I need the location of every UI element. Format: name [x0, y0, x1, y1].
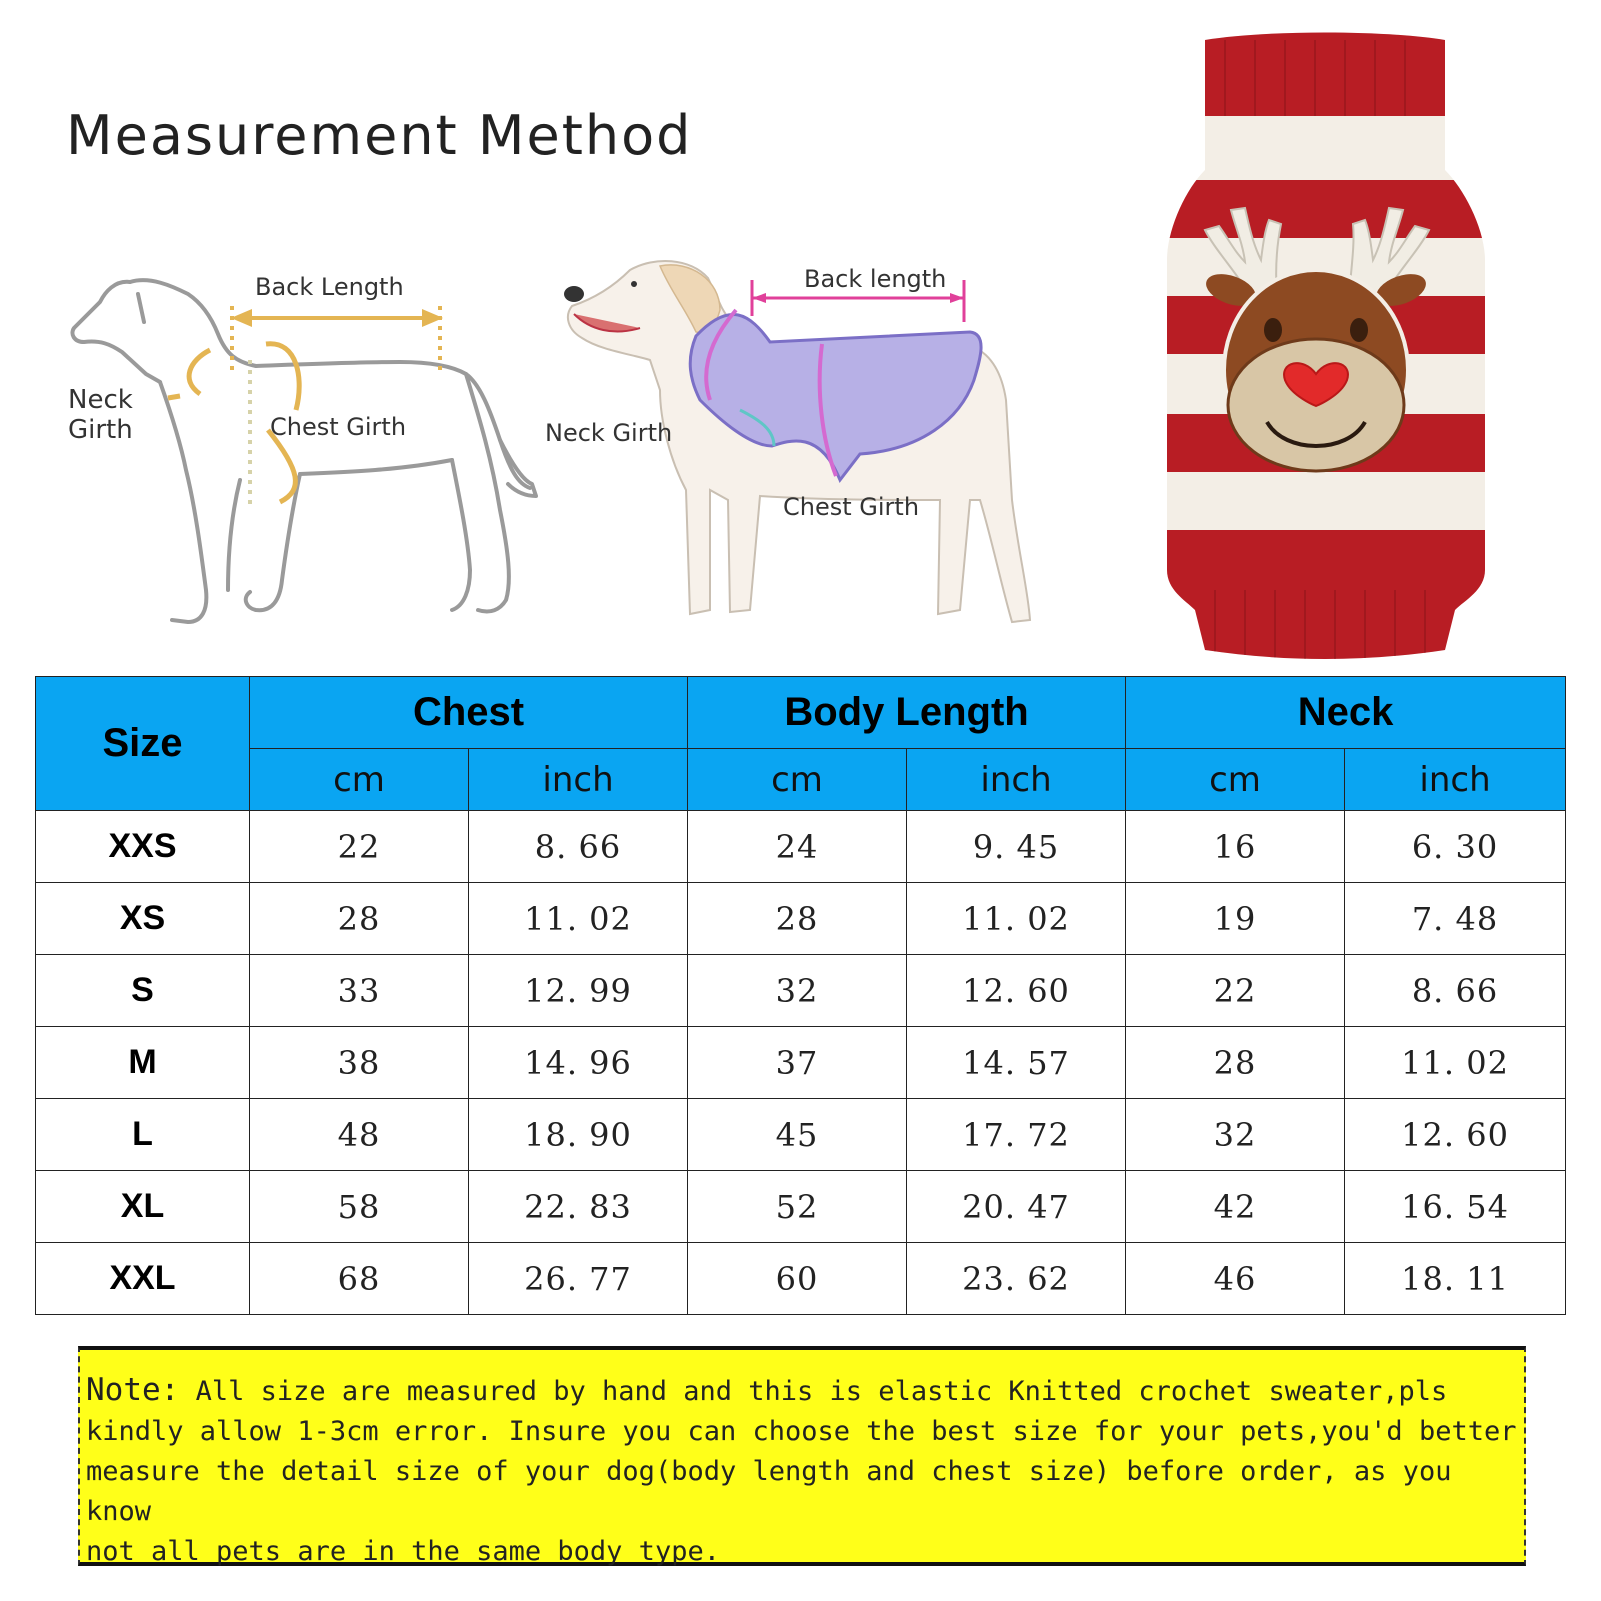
size-chart-table — [35, 676, 1566, 1315]
neck-inch-header: inch — [1345, 749, 1566, 811]
body-length-cm-header: cm — [688, 749, 907, 811]
note-line-1-text: All size are measured by hand and this is elastic Knitted crochet sweater,pls — [179, 1376, 1448, 1407]
product-sweater-image — [1145, 30, 1505, 660]
measurement-cell: 48 — [250, 1099, 469, 1171]
dog-with-sweater-icon — [560, 250, 1060, 650]
note-label: Note: — [86, 1372, 180, 1408]
table-row — [36, 811, 1566, 883]
measurement-cell: 32 — [1126, 1099, 1345, 1171]
table-unit-row — [36, 749, 1566, 811]
dog-with-sweater-diagram — [560, 250, 1060, 650]
measurement-cell: 12. 60 — [907, 955, 1126, 1027]
measurement-cell: 16. 54 — [1345, 1171, 1566, 1243]
table-row — [36, 1171, 1566, 1243]
measurement-cell: 52 — [688, 1171, 907, 1243]
measurement-cell: 28 — [688, 883, 907, 955]
measurement-cell: 23. 62 — [907, 1243, 1126, 1315]
measurement-cell: 22. 83 — [469, 1171, 688, 1243]
body-length-group-header: Body Length — [688, 677, 1126, 749]
measurement-cell: 16 — [1126, 811, 1345, 883]
outline-dog-icon — [60, 270, 540, 650]
measurement-cell: 24 — [688, 811, 907, 883]
body-length-inch-header: inch — [907, 749, 1126, 811]
chest-group-header: Chest — [250, 677, 688, 749]
measurement-cell: 60 — [688, 1243, 907, 1315]
page-title: Measurement Method — [66, 104, 693, 167]
note-line-4: not all pets are in the same body type. — [86, 1536, 720, 1567]
measurement-cell: 26. 77 — [469, 1243, 688, 1315]
measurement-cell: 11. 02 — [469, 883, 688, 955]
table-row — [36, 883, 1566, 955]
left-back-length-label: Back Length — [255, 273, 404, 301]
size-cell: XXS — [36, 811, 250, 883]
measurement-cell: 17. 72 — [907, 1099, 1126, 1171]
middle-neck-girth-label: Neck Girth — [545, 419, 673, 447]
measurement-cell: 20. 47 — [907, 1171, 1126, 1243]
measurement-cell: 22 — [1126, 955, 1345, 1027]
measurement-cell: 37 — [688, 1027, 907, 1099]
measurement-cell: 18. 90 — [469, 1099, 688, 1171]
measurement-cell: 46 — [1126, 1243, 1345, 1315]
measurement-cell: 7. 48 — [1345, 883, 1566, 955]
size-cell: XXL — [36, 1243, 250, 1315]
note-box — [78, 1346, 1526, 1566]
chest-cm-header: cm — [250, 749, 469, 811]
outline-dog-diagram — [60, 270, 540, 650]
size-cell: M — [36, 1027, 250, 1099]
measurement-cell: 8. 66 — [469, 811, 688, 883]
table-row — [36, 955, 1566, 1027]
left-neck-girth-label-line1: Neck — [68, 385, 133, 415]
neck-cm-header: cm — [1126, 749, 1345, 811]
size-table-body — [36, 811, 1566, 1315]
note-line-3: measure the detail size of your dog(body length and chest size) before order, as you know — [86, 1456, 1452, 1527]
measurement-cell: 58 — [250, 1171, 469, 1243]
measurement-cell: 28 — [250, 883, 469, 955]
reindeer-sweater-icon — [1145, 30, 1505, 660]
size-column-header: Size — [36, 677, 250, 811]
measurement-cell: 18. 11 — [1345, 1243, 1566, 1315]
note-line-1 — [86, 1370, 1518, 1412]
measurement-cell: 45 — [688, 1099, 907, 1171]
left-neck-girth-label-line2: Girth — [68, 415, 133, 445]
measurement-cell: 19 — [1126, 883, 1345, 955]
left-chest-girth-label: Chest Girth — [270, 413, 407, 441]
middle-chest-girth-label: Chest Girth — [783, 493, 920, 521]
size-cell: XL — [36, 1171, 250, 1243]
measurement-cell: 22 — [250, 811, 469, 883]
measurement-cell: 12. 99 — [469, 955, 688, 1027]
measurement-cell: 11. 02 — [907, 883, 1126, 955]
measurement-cell: 11. 02 — [1345, 1027, 1566, 1099]
table-row — [36, 1027, 1566, 1099]
size-cell: XS — [36, 883, 250, 955]
measurement-cell: 33 — [250, 955, 469, 1027]
measurement-cell: 32 — [688, 955, 907, 1027]
neck-group-header: Neck — [1126, 677, 1566, 749]
measurement-cell: 68 — [250, 1243, 469, 1315]
size-cell: S — [36, 955, 250, 1027]
measurement-cell: 9. 45 — [907, 811, 1126, 883]
measurement-cell: 42 — [1126, 1171, 1345, 1243]
measurement-cell: 14. 57 — [907, 1027, 1126, 1099]
measurement-cell: 28 — [1126, 1027, 1345, 1099]
middle-back-length-label: Back length — [804, 265, 947, 293]
table-row — [36, 1099, 1566, 1171]
note-line-2: kindly allow 1-3cm error. Insure you can choose the best size for your pets,you'd better — [86, 1416, 1517, 1447]
measurement-cell: 8. 66 — [1345, 955, 1566, 1027]
table-row — [36, 1243, 1566, 1315]
measurement-cell: 38 — [250, 1027, 469, 1099]
measurement-cell: 12. 60 — [1345, 1099, 1566, 1171]
size-cell: L — [36, 1099, 250, 1171]
measurement-cell: 14. 96 — [469, 1027, 688, 1099]
measurement-cell: 6. 30 — [1345, 811, 1566, 883]
chest-inch-header: inch — [469, 749, 688, 811]
table-header-row — [36, 677, 1566, 749]
